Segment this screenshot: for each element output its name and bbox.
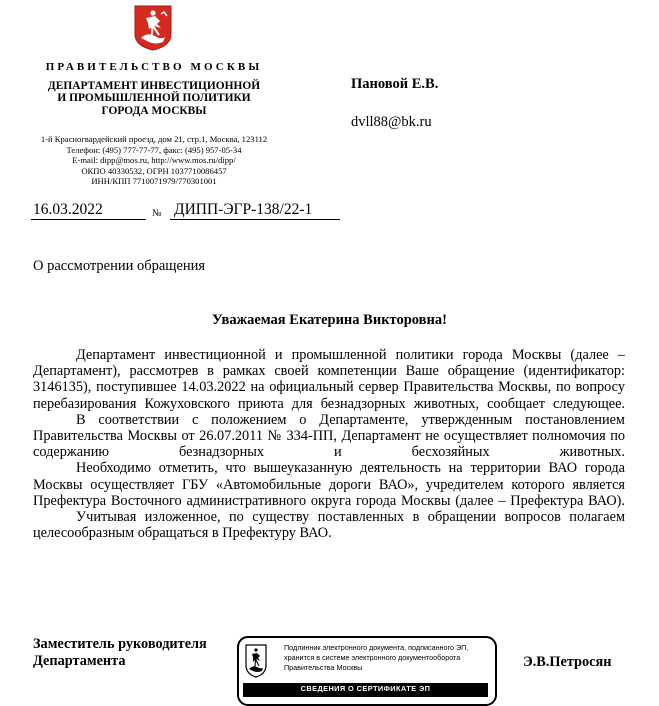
registration-date: 16.03.2022	[33, 201, 103, 218]
number-label: №	[152, 208, 162, 219]
stamp-text-line: Правительства Москвы	[284, 663, 363, 672]
stamp-text	[284, 643, 468, 673]
moscow-coat-of-arms-icon	[245, 644, 267, 678]
signatory-name: Э.В.Петросян	[523, 654, 612, 670]
stamp-text-line: хранится в системе электронного документооборота	[284, 653, 461, 662]
signatory-title-line: Заместитель руководителя	[33, 636, 207, 652]
contact-details	[10, 134, 298, 187]
signatory-title-line: Департамента	[33, 653, 126, 669]
recipient-name: Пановой Е.В.	[351, 76, 439, 92]
contact-inn: ИНН/КПП 7710071979/770301001	[91, 176, 217, 187]
letter-subject: О рассмотрении обращения	[33, 258, 206, 274]
government-title: ПРАВИТЕЛЬСТВО МОСКВЫ	[45, 61, 263, 73]
contact-address: 1-й Красногвардейский проезд, дом 21, стр.1, Москва, 123112	[40, 134, 268, 144]
recipient-email: dvll88@bk.ru	[351, 114, 432, 130]
letter-body	[33, 347, 625, 541]
department-line: ДЕПАРТАМЕНТ ИНВЕСТИЦИОННОЙ	[47, 80, 261, 92]
number-underline	[170, 219, 340, 220]
contact-phone: Телефон: (495) 777-77-77, факс: (495) 957-05-34	[66, 144, 242, 155]
body-paragraph: Учитывая изложенное, по существу поставленных в обращении вопросов полагаем целесообразным обращаться в Префектуру ВАО.	[33, 509, 625, 542]
certificate-info-bar: СВЕДЕНИЯ О СЕРТИФИКАТЕ ЭП	[243, 683, 488, 697]
body-paragraph: В соответствии с положением о Департаменте, утвержденным постановлением Правительства Москвы от 26.07.2011 № 334-ПП, Департамент не осуществляет полномочия по содержанию безнадзорных и бесхозяйных животных.	[33, 411, 625, 461]
contact-okpo: ОКПО 40330532, ОГРН 1037710086457	[81, 165, 227, 176]
registration-number: ДИПП-ЭГР-138/22-1	[174, 201, 313, 218]
moscow-coat-of-arms-icon	[133, 4, 173, 52]
date-underline	[31, 219, 146, 220]
signatory-title	[33, 636, 207, 670]
stamp-text-line: Подлинник электронного документа, подписанного ЭП,	[284, 643, 469, 652]
greeting: Уважаемая Екатерина Викторовна!	[212, 312, 447, 328]
department-line: ГОРОДА МОСКВЫ	[101, 104, 207, 117]
department-name	[20, 80, 288, 117]
body-paragraph: Необходимо отметить, что вышеуказанную деятельность на территории ВАО города Москвы осуществляет ГБУ «Автомобильные дороги ВАО», учредителем которого является Префектура Восточного административного округа города Москвы (далее – Префектура ВАО).	[33, 460, 625, 509]
department-line: И ПРОМЫШЛЕННОЙ ПОЛИТИКИ	[57, 92, 251, 105]
contact-email: E-mail: dipp@mos.ru, http://www.mos.ru/dipp/	[72, 155, 236, 166]
body-paragraph: Департамент инвестиционной и промышленной политики города Москвы (далее – Департамент), рассмотрев в рамках своей компетенции Ваше обращение (идентификатор: 3146135), поступившее 14.03.2022 на официальный сервер Правительства Москвы, по вопросу перебазирования Кожуховского приюта для безнадзорных животных, сообщает следующее.	[33, 347, 625, 412]
